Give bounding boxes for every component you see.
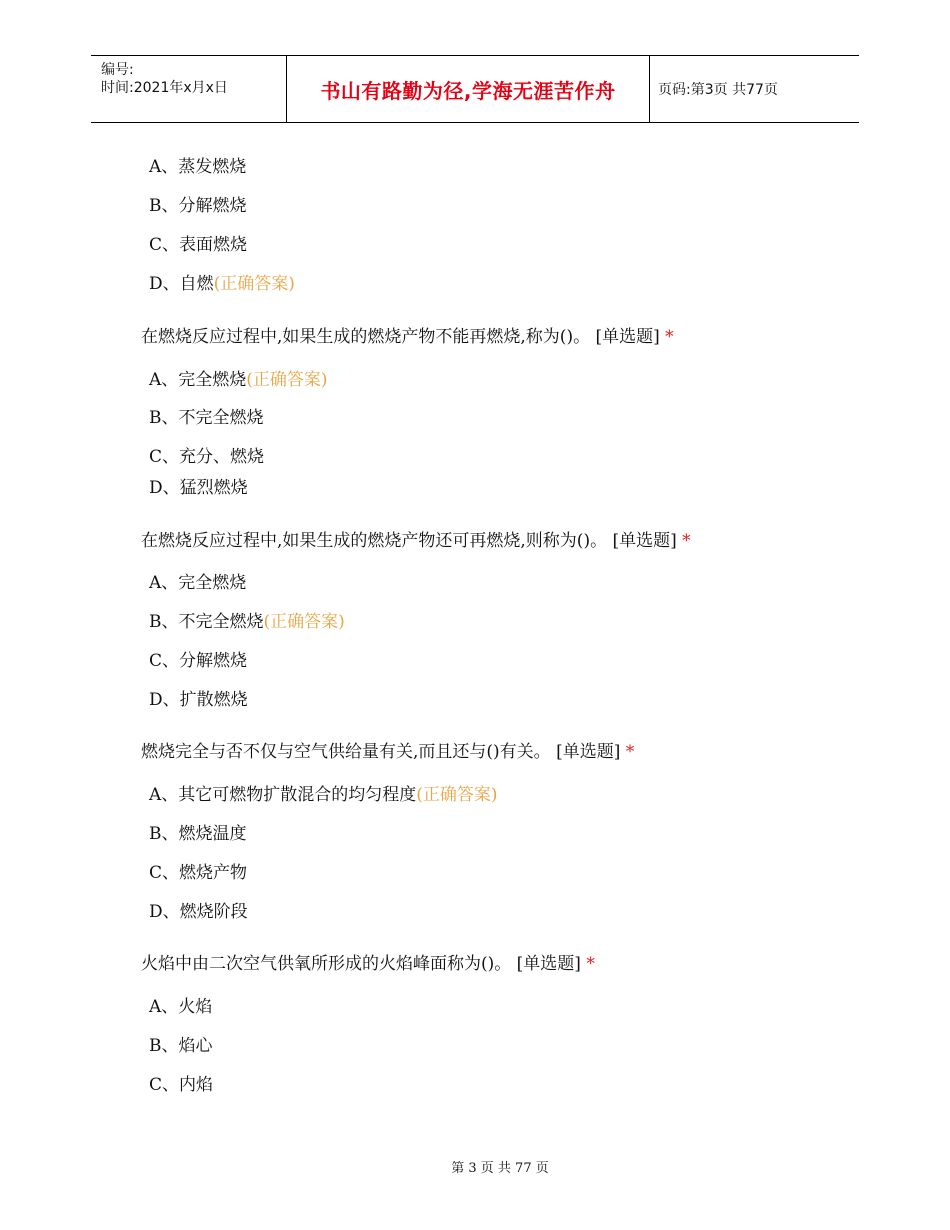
question-text: 在燃烧反应过程中,如果生成的燃烧产物不能再燃烧,称为()。 [单选题] (141, 327, 660, 347)
option-text: D、燃烧阶段 (149, 902, 248, 922)
required-star: * (682, 531, 691, 551)
option-line (149, 403, 264, 428)
option-text: B、焰心 (149, 1036, 213, 1056)
required-star: * (586, 954, 595, 974)
page-footer: 第 3 页 共 77 页 (451, 1161, 549, 1176)
option-line (149, 780, 498, 805)
option-line (149, 607, 345, 632)
correct-answer-mark: (正确答案) (263, 612, 345, 632)
correct-answer-mark: (正确答案) (246, 370, 328, 390)
question-text: 在燃烧反应过程中,如果生成的燃烧产物还可再燃烧,则称为()。 [单选题] (141, 531, 677, 551)
correct-answer-mark: (正确答案) (416, 785, 498, 805)
option-text: B、不完全燃烧 (149, 408, 264, 428)
option-line (149, 1031, 213, 1056)
correct-answer-mark: (正确答案) (213, 274, 295, 294)
motto: 书山有路勤为径,学海无涯苦作舟 (320, 78, 616, 103)
option-text: A、蒸发燃烧 (149, 157, 247, 177)
question-line (141, 322, 674, 347)
option-text: A、火焰 (149, 997, 213, 1017)
required-star: * (665, 327, 674, 347)
option-line (149, 858, 247, 883)
option-line (149, 819, 247, 844)
option-line (149, 568, 246, 593)
option-line (149, 269, 295, 294)
option-text: D、扩散燃烧 (149, 690, 248, 710)
option-line (149, 365, 328, 390)
option-text: B、燃烧温度 (149, 824, 247, 844)
option-line (149, 1070, 213, 1095)
option-text: C、充分、燃烧 (149, 447, 265, 467)
option-text: B、不完全燃烧 (149, 612, 264, 632)
question-text: 火焰中由二次空气供氧所形成的火焰峰面称为()。 [单选题] (141, 954, 581, 974)
option-text: A、完全燃烧 (149, 370, 247, 390)
option-line (149, 897, 248, 922)
option-line (149, 191, 247, 216)
option-text: D、猛烈燃烧 (149, 478, 248, 498)
question-line (141, 949, 595, 974)
option-text: C、表面燃烧 (149, 235, 248, 255)
option-text: A、其它可燃物扩散混合的均匀程度 (149, 785, 417, 805)
option-line (149, 473, 248, 498)
option-text: C、燃烧产物 (149, 863, 248, 883)
option-text: A、完全燃烧 (149, 573, 247, 593)
header-meta (91, 56, 287, 122)
option-line (149, 992, 212, 1017)
option-line (149, 230, 247, 255)
option-line (149, 442, 264, 467)
option-text: C、分解燃烧 (149, 651, 248, 671)
header-motto-cell (287, 56, 650, 122)
option-text: C、内焰 (149, 1075, 214, 1095)
time-label: 时间:2021年x月x日 (101, 80, 228, 96)
option-text: D、自燃 (149, 274, 214, 294)
header-page-info: 页码:第3页 共77页 (658, 82, 778, 98)
question-line (141, 737, 634, 762)
page-header (91, 55, 859, 123)
required-star: * (625, 742, 635, 762)
question-line (141, 526, 691, 551)
number-label: 编号: (101, 62, 134, 78)
option-line (149, 685, 248, 710)
option-text: B、分解燃烧 (149, 196, 247, 216)
option-line (149, 152, 246, 177)
option-line (149, 646, 247, 671)
question-text: 燃烧完全与否不仅与空气供给量有关,而且还与()有关。 [单选题] (141, 742, 621, 762)
